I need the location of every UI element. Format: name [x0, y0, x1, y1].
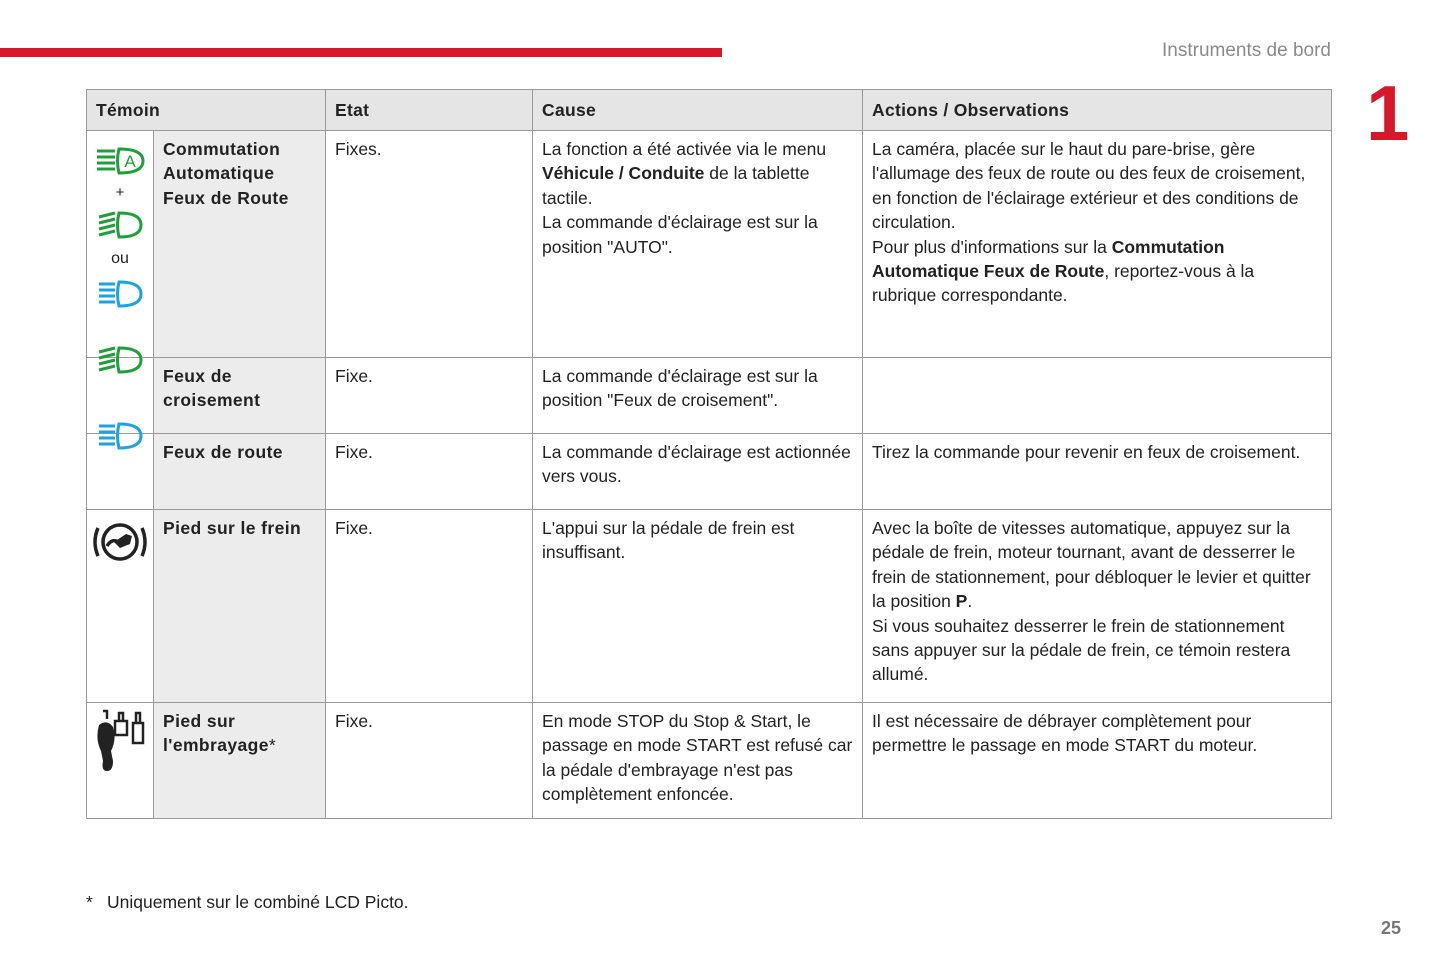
- row-label: Commutation Automatique Feux de Route: [154, 131, 326, 358]
- high-beam-icon: [95, 420, 145, 452]
- row-label: Feux de croisement: [154, 358, 326, 434]
- row-etat: Fixe.: [326, 434, 533, 510]
- row-actions: [863, 510, 1332, 703]
- footnote-mark: *: [86, 892, 93, 912]
- icon-cell: [87, 703, 154, 819]
- row-actions: [863, 131, 1332, 358]
- row-cause: En mode STOP du Stop & Start, le passage en mode START est refusé car la pédale d'embrayage n'est pas complètement enfoncée.: [533, 703, 863, 819]
- footnote-text: Uniquement sur le combiné LCD Picto.: [107, 892, 409, 912]
- page-number: 25: [1381, 918, 1402, 938]
- low-beam-icon: [95, 209, 145, 241]
- table-row: [87, 358, 1332, 434]
- row-etat: Fixes.: [326, 131, 533, 358]
- actions-text: , reportez-vous à la rubrique correspondante.: [872, 261, 1255, 306]
- row-etat: Fixe.: [326, 510, 533, 703]
- row-cause: L'appui sur la pédale de frein est insuffisant.: [533, 510, 863, 703]
- or-separator: ou: [111, 250, 129, 268]
- row-label: [154, 703, 326, 819]
- label-text: Pied sur l'embrayage: [163, 711, 269, 756]
- red-header-bar: [0, 48, 722, 57]
- cause-text: La commande d'éclairage est sur la position "AUTO".: [542, 212, 818, 257]
- row-actions: [863, 358, 1332, 434]
- row-label: Pied sur le frein: [154, 510, 326, 703]
- row-etat: Fixe.: [326, 358, 533, 434]
- svg-text:A: A: [124, 152, 136, 171]
- row-cause: La commande d'éclairage est actionnée vers vous.: [533, 434, 863, 510]
- footnote: [86, 892, 409, 913]
- icon-cell: [87, 131, 154, 358]
- row-etat: Fixe.: [326, 703, 533, 819]
- actions-bold: Commutation Automatique Feux de Route: [872, 236, 1225, 282]
- plus-separator: +: [115, 184, 125, 201]
- header-etat: Etat: [326, 90, 533, 131]
- icon-cell: [87, 510, 154, 703]
- cause-text: de la tablette tactile.: [542, 163, 810, 208]
- auto-high-beam-icon: [95, 145, 145, 177]
- cause-text: La fonction a été activée via le menu: [542, 139, 827, 159]
- actions-bold: P: [955, 591, 968, 612]
- section-title: Instruments de bord: [1162, 40, 1331, 61]
- warning-lights-table: [86, 89, 1332, 819]
- actions-text: Avec la boîte de vitesses automatique, appuyez sur la pédale de frein, moteur tournant, avant de desserrer le frein de stationnement, pour débloquer le levier et quitter la position: [872, 518, 1311, 612]
- footnote-mark: *: [268, 735, 277, 756]
- actions-text: Si vous souhaitez desserrer le frein de stationnement sans appuyer sur la pédale de frein, ce témoin restera allumé.: [872, 615, 1291, 685]
- foot-on-brake-icon: [90, 520, 150, 564]
- row-label: Feux de route: [154, 434, 326, 510]
- table-header-row: [87, 90, 1332, 131]
- header-actions: Actions / Observations: [863, 90, 1332, 131]
- table-row: [87, 434, 1332, 510]
- icon-cell: [87, 434, 154, 510]
- actions-text: .: [967, 591, 973, 612]
- actions-text: Pour plus d'informations sur la: [872, 236, 1112, 257]
- header-temoin: Témoin: [87, 90, 326, 131]
- header-cause: Cause: [533, 90, 863, 131]
- cause-bold: Véhicule / Conduite: [542, 163, 705, 184]
- high-beam-icon: [95, 278, 145, 310]
- table-row: [87, 703, 1332, 819]
- foot-on-clutch-icon: [93, 709, 147, 773]
- table-row: [87, 510, 1332, 703]
- row-actions: Tirez la commande pour revenir en feux de croisement.: [863, 434, 1332, 510]
- table-row: [87, 131, 1332, 358]
- low-beam-icon: [95, 344, 145, 376]
- row-cause: [533, 131, 863, 358]
- row-cause: La commande d'éclairage est sur la position "Feux de croisement".: [533, 358, 863, 434]
- row-actions: Il est nécessaire de débrayer complètement pour permettre le passage en mode START du moteur.: [863, 703, 1332, 819]
- chapter-number: 1: [1366, 69, 1410, 157]
- actions-text: La caméra, placée sur le haut du pare-brise, gère l'allumage des feux de route ou des feux de croisement, en fonction de l'éclairage extérieur et des conditions de circulation.: [872, 139, 1306, 233]
